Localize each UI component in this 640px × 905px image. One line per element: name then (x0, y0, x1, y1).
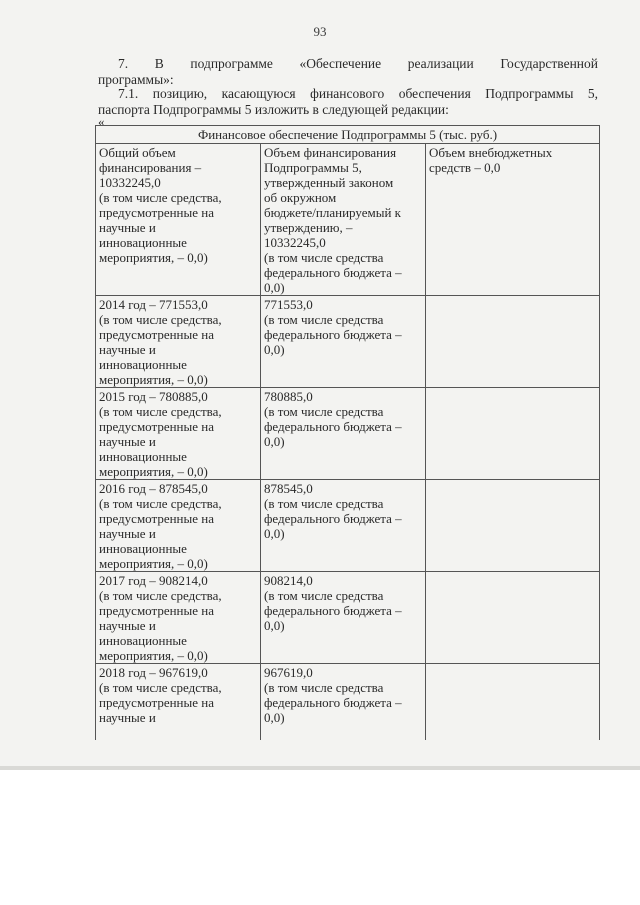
row-2015-total: 2015 год – 780885,0 (в том числе средства, предусмотренные на научные и инновационные мероприятия, – 0,0) (96, 388, 261, 480)
header-total-financing: Общий объем финансирования – 10332245,0 (в том числе средства, предусмотренные на научные и инновационные мероприятия, – 0,0) (96, 144, 261, 296)
row-2015-budget: 780885,0 (в том числе средства федерального бюджета – 0,0) (261, 388, 426, 480)
row-2018-budget: 967619,0 (в том числе средства федерального бюджета – 0,0) (261, 664, 426, 741)
row-2014-extra (426, 296, 600, 388)
table-row (96, 388, 600, 480)
table-header-row (96, 144, 600, 296)
row-2018-total: 2018 год – 967619,0 (в том числе средства, предусмотренные на научные и (96, 664, 261, 741)
row-2016-budget: 878545,0 (в том числе средства федерального бюджета – 0,0) (261, 480, 426, 572)
table-row (96, 296, 600, 388)
financing-table (95, 125, 600, 740)
opening-quote: « (98, 114, 105, 129)
paragraph-7-line-2: программы»: (98, 72, 174, 87)
header-budget-financing: Объем финансирования Подпрограммы 5, утвержденный законом об окружном бюджете/планируемый к утверждению, – 10332245,0 (в том числе средства федерального бюджета – 0,0) (261, 144, 426, 296)
row-2016-total: 2016 год – 878545,0 (в том числе средства, предусмотренные на научные и инновационные мероприятия, – 0,0) (96, 480, 261, 572)
page-number: 93 (313, 24, 327, 39)
table-row (96, 572, 600, 664)
paragraph-7-1 (98, 86, 598, 118)
table-caption-row (96, 126, 600, 144)
table-row (96, 480, 600, 572)
row-2017-extra (426, 572, 600, 664)
page-edge (0, 766, 640, 770)
row-2017-budget: 908214,0 (в том числе средства федерального бюджета – 0,0) (261, 572, 426, 664)
table-caption: Финансовое обеспечение Подпрограммы 5 (тыс. руб.) (96, 126, 600, 144)
row-2014-budget: 771553,0 (в том числе средства федерального бюджета – 0,0) (261, 296, 426, 388)
row-2017-total: 2017 год – 908214,0 (в том числе средства, предусмотренные на научные и инновационные мероприятия, – 0,0) (96, 572, 261, 664)
row-2014-total: 2014 год – 771553,0 (в том числе средства, предусмотренные на научные и инновационные мероприятия, – 0,0) (96, 296, 261, 388)
row-2018-extra (426, 664, 600, 741)
header-extrabudgetary: Объем внебюджетных средств – 0,0 (426, 144, 600, 296)
paragraph-7 (98, 56, 598, 88)
paragraph-7-1-line-2: паспорта Подпрограммы 5 изложить в следующей редакции: (98, 102, 449, 117)
paragraph-7-line-1: 7. В подпрограмме «Обеспечение реализации Государственной (118, 56, 598, 71)
row-2016-extra (426, 480, 600, 572)
row-2015-extra (426, 388, 600, 480)
table-row (96, 664, 600, 741)
paragraph-7-1-line-1: 7.1. позицию, касающуюся финансового обеспечения Подпрограммы 5, (118, 86, 598, 101)
